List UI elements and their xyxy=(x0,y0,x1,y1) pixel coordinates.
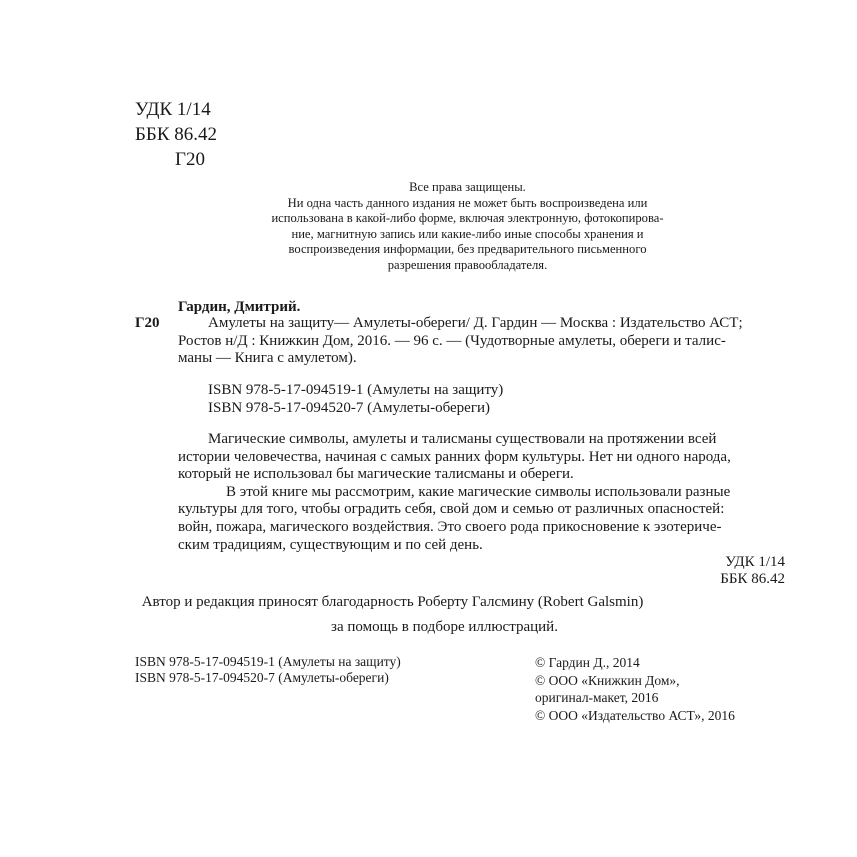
rights-line: Ни одна часть данного издания не может быть воспроизведена или xyxy=(287,195,648,210)
copyright-line: © ООО «Книжкин Дом», xyxy=(535,672,680,688)
classification-block-top xyxy=(135,97,217,172)
acknowledgement-line: Автор и редакция приносят благодарность Роберту Галсмину (Robert Galsmin) xyxy=(141,594,644,610)
isbn-line: ISBN 978-5-17-094520-7 (Амулеты-обереги) xyxy=(208,400,491,416)
isbn-line: ISBN 978-5-17-094519-1 (Амулеты на защиту) xyxy=(135,654,401,669)
annotation-line: ским традициям, существующим и по сей день. xyxy=(178,536,483,553)
isbn-line: ISBN 978-5-17-094520-7 (Амулеты-обереги) xyxy=(135,670,389,685)
rights-line: ние, магнитную запись или какие-либо иные способы хранения и xyxy=(291,226,644,241)
rights-line: Все права защищены. xyxy=(409,180,526,194)
copyright-line: оригинал-макет, 2016 xyxy=(535,690,659,705)
annotation-line: который не использовал бы магические талисманы и обереги. xyxy=(178,466,574,483)
record-code: Г20 xyxy=(135,315,160,331)
annotation-line: В этой книге мы рассмотрим, какие магические символы использовали разные xyxy=(226,483,731,500)
copyright-line: © Гардин Д., 2014 xyxy=(535,655,640,670)
rights-line: использована в какой-либо форме, включая электронную, фотокопирова- xyxy=(271,211,664,226)
footer-isbn xyxy=(135,654,401,686)
annotation-line: войн, пожара, магического воздействия. Это своего рода прикосновение к эзотериче- xyxy=(178,518,722,535)
annotation xyxy=(178,431,788,554)
copyright-block xyxy=(535,654,735,724)
bbk-code: ББК 86.42 xyxy=(135,124,217,145)
annotation-line: Магические символы, амулеты и талисманы существовали на протяжении всей xyxy=(208,431,717,447)
bbk-code: ББК 86.42 xyxy=(720,571,785,587)
udk-code: УДК 1/14 xyxy=(135,99,211,120)
author-heading: Гардин, Дмитрий. xyxy=(178,299,301,315)
copyright-line: © ООО «Издательство АСТ», 2016 xyxy=(535,707,735,723)
acknowledgement-line: за помощь в подборе иллюстраций. xyxy=(331,619,558,635)
rights-line: разрешения правообладателя. xyxy=(387,257,548,272)
biblio-line: Ростов н/Д : Книжкин Дом, 2016. — 96 с. — (Чудотворные амулеты, обереги и талис- xyxy=(178,332,726,349)
rights-line: воспроизведения информации, без предварительного письменного xyxy=(288,242,647,257)
biblio-line: маны — Книга с амулетом). xyxy=(178,350,357,366)
udk-code: УДК 1/14 xyxy=(725,554,785,570)
annotation-line: истории человечества, начиная с самых ранних форм культуры. Нет ни одного народа, xyxy=(178,448,731,465)
isbn-list xyxy=(208,381,503,417)
author-sign-code: Г20 xyxy=(175,149,205,170)
isbn-line: ISBN 978-5-17-094519-1 (Амулеты на защиту) xyxy=(208,382,504,398)
classification-block-right xyxy=(720,554,785,588)
biblio-line: Амулеты на защиту— Амулеты-обереги/ Д. Гардин — Москва : Издательство АСТ; xyxy=(208,315,743,331)
rights-notice xyxy=(200,180,735,274)
annotation-line: культуры для того, чтобы оградить себя, свой дом и семью от различных опасностей: xyxy=(178,501,725,518)
bibliographic-description xyxy=(178,315,788,368)
